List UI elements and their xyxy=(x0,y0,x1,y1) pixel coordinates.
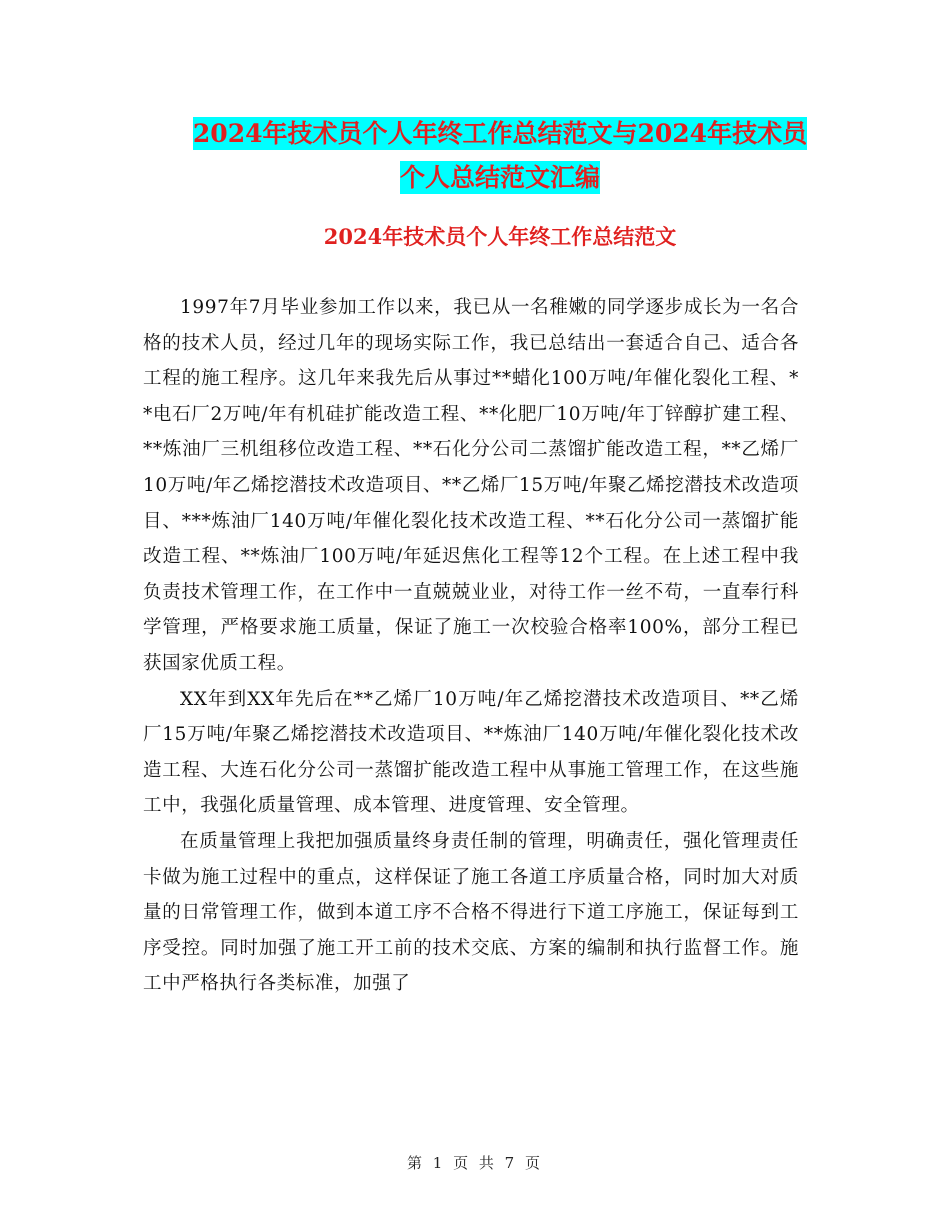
document-title-line-1: 2024年技术员个人年终工作总结范文与2024年技术员 xyxy=(192,119,808,148)
document-title xyxy=(140,112,860,200)
page-footer: 第 1 页 共 7 页 xyxy=(407,1154,543,1172)
document-title-line-2: 个人总结范文汇编 xyxy=(399,163,600,192)
paragraph-1: 1997年7月毕业参加工作以来，我已从一名稚嫩的同学逐步成长为一名合格的技术人员，经过几年的现场实际工作，我已总结出一套适合自己、适合各工程的施工程序。这几年来我先后从事过**蜡化100万吨/年催化裂化工程、**电石厂2万吨/年有机硅扩能改造工程、**化肥厂10万吨/年丁锌醇扩建工程、**炼油厂三机组移位改造工程、**石化分公司二蒸馏扩能改造工程，**乙烯厂10万吨/年乙烯挖潜技术改造项目、**乙烯厂15万吨/年聚乙烯挖潜技术改造项目、***炼油厂140万吨/年催化裂化技术改造工程、**石化分公司一蒸馏扩能改造工程、**炼油厂100万吨/年延迟焦化工程等12个工程。在上述工程中我负责技术管理工作，在工作中一直兢兢业业，对待工作一丝不苟，一直奉行科学管理，严格要求施工质量，保证了施工一次校验合格率100%，部分工程已获国家优质工程。 xyxy=(143,297,799,674)
body-text xyxy=(143,290,799,1002)
paragraph-2: XX年到XX年先后在**乙烯厂10万吨/年乙烯挖潜技术改造项目、**乙烯厂15万吨/年聚乙烯挖潜技术改造项目、**炼油厂140万吨/年催化裂化技术改造工程、大连石化分公司一蒸馏扩能改造工程中从事施工管理工作，在这些施工中，我强化质量管理、成本管理、进度管理、安全管理。 xyxy=(143,688,799,817)
paragraph-3: 在质量管理上我把加强质量终身责任制的管理，明确责任，强化管理责任卡做为施工过程中的重点，这样保证了施工各道工序质量合格，同时加大对质量的日常管理工作，做到本道工序不合格不得进行下道工序施工，保证每到工序受控。同时加强了施工开工前的技术交底、方案的编制和执行监督工作。施工中严格执行各类标准，加强了 xyxy=(143,830,799,995)
section-title: 2024年技术员个人年终工作总结范文 xyxy=(323,224,677,249)
